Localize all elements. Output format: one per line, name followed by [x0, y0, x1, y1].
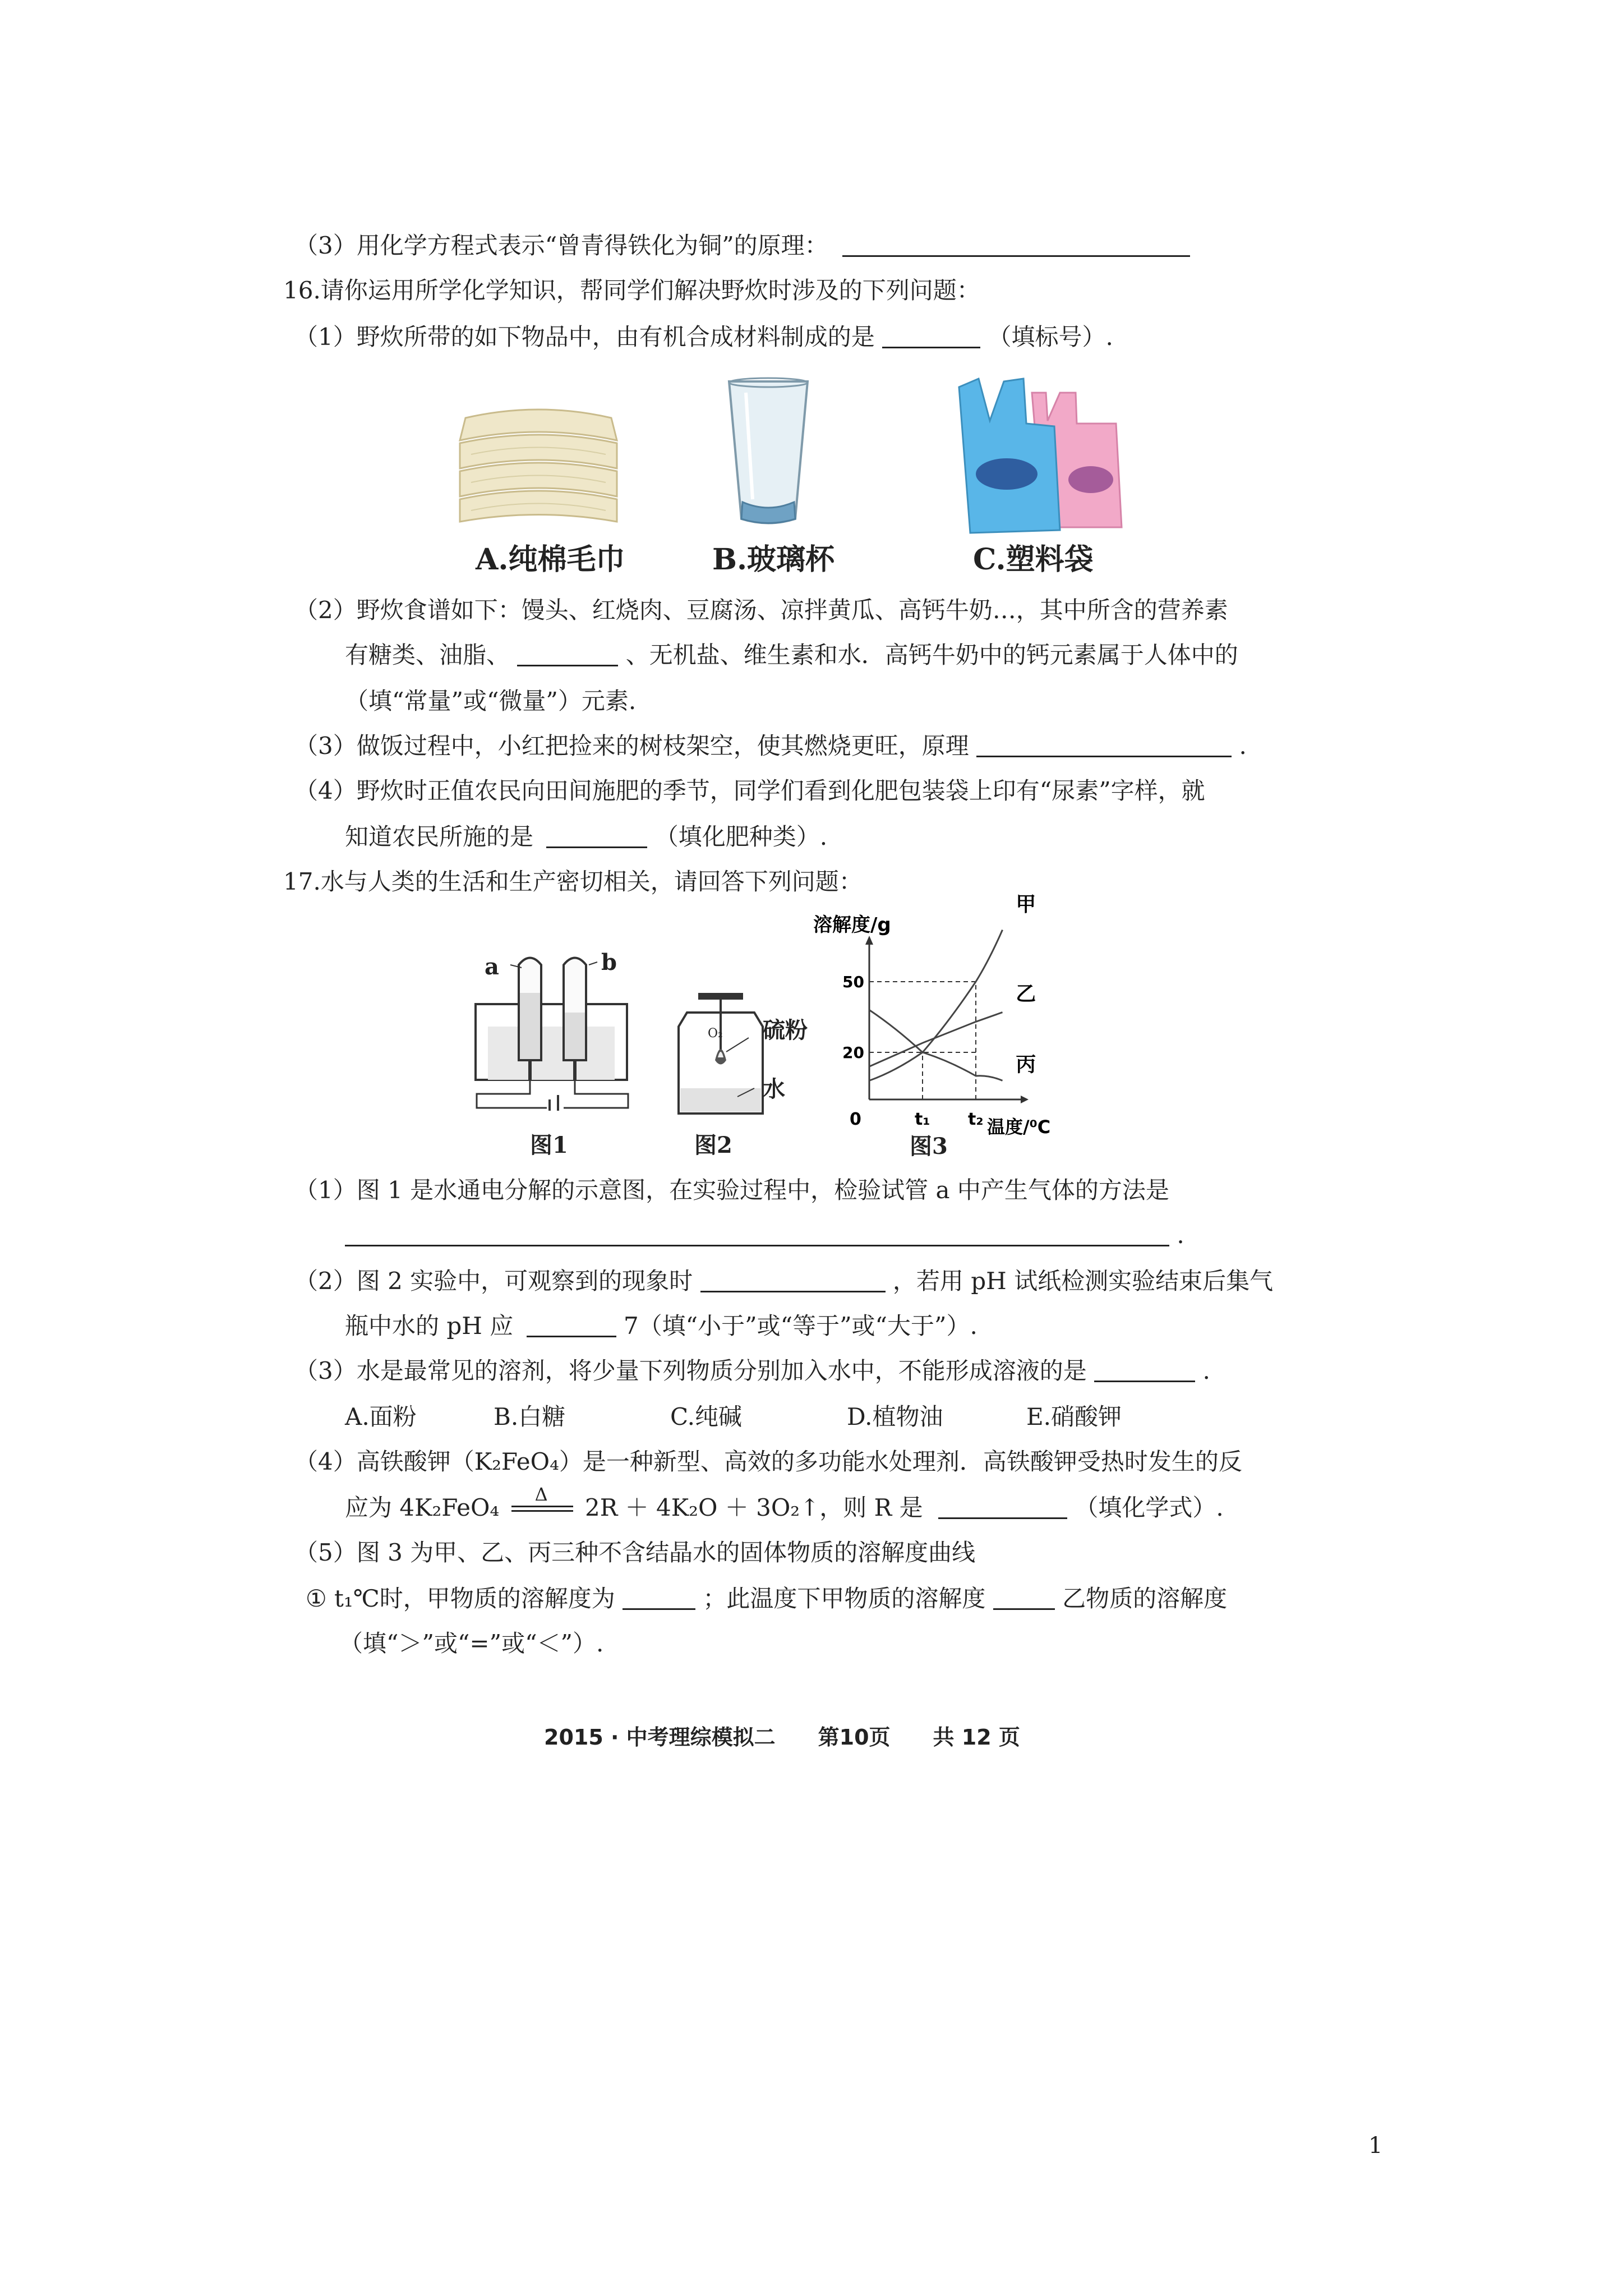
- q17-3-text: （3）水是最常见的溶剂，将少量下列物质分别加入水中，不能形成溶液的是: [294, 1357, 1087, 1384]
- q17-5-1-text: ① t₁℃时，甲物质的溶解度为: [306, 1585, 615, 1612]
- plastic-bag-image: [948, 370, 1127, 539]
- x-tick-label: 0: [850, 1110, 861, 1129]
- answer-blank[interactable]: [938, 1495, 1067, 1519]
- q15-3-text: （3）用化学方程式表示“曾青得铁化为铜”的原理：: [294, 232, 828, 259]
- figure-1-label-a: a: [485, 954, 499, 980]
- q16-2-line3: （填“常量”或“微量”）元素.: [345, 687, 637, 715]
- q16-1-text: （1）野炊所带的如下物品中，由有机合成材料制成的是: [294, 323, 875, 351]
- q16-4-line2: [345, 821, 827, 853]
- q15-3-line: [294, 230, 1190, 261]
- q16-4-tail: （填化肥种类）.: [654, 823, 828, 850]
- series-label-3: 丙: [1016, 1053, 1036, 1076]
- q16-title: 16.请你运用所学化学知识，帮同学们解决野炊时涉及的下列问题：: [283, 277, 980, 304]
- q16-1-tail: （填标号）.: [988, 323, 1113, 351]
- q17-1-tail: .: [1177, 1221, 1184, 1249]
- item-b-label: B.玻璃杯: [712, 542, 835, 577]
- q17-4-tail: （填化学式）.: [1075, 1494, 1224, 1521]
- y-axis-label: 溶解度/g: [813, 914, 891, 936]
- option-d: D.植物油: [847, 1403, 943, 1430]
- glass-cup-image: [723, 376, 813, 533]
- q16-3-text: （3）做饭过程中，小红把捡来的树枝架空，使其燃烧更旺，原理: [294, 732, 969, 760]
- x-axis-label: 温度/⁰C: [987, 1116, 1051, 1138]
- answer-blank[interactable]: [345, 1222, 1169, 1246]
- figure-2-label-o2: O₂: [708, 1027, 723, 1041]
- reaction-heating-sign: [511, 1484, 573, 1516]
- figure-2-label-water: 水: [763, 1076, 785, 1102]
- q17-3-line: [294, 1355, 1210, 1387]
- q17-2-ph-text: 瓶中水的 pH 应: [345, 1312, 514, 1340]
- q16-4-line: （4）野炊时正值农民向田间施肥的季节，同学们看到化肥包装袋上印有“尿素”字样，就: [294, 777, 1205, 804]
- answer-blank[interactable]: [842, 233, 1190, 257]
- answer-blank[interactable]: [882, 324, 980, 348]
- q17-2-text: （2）图 2 实验中，可观察到的现象时: [294, 1267, 693, 1295]
- figure-2-label-sulfur: 硫粉: [763, 1017, 808, 1043]
- q16-3-tail: .: [1239, 732, 1247, 760]
- q16-3-line: [294, 730, 1247, 762]
- x-tick-label: t₂: [968, 1110, 984, 1129]
- x-tick-label: t₁: [915, 1110, 930, 1129]
- y-tick-label: 50: [842, 973, 864, 991]
- q16-1-line: [294, 321, 1113, 353]
- figure-3-caption: 图3: [910, 1133, 948, 1159]
- q17-2-line: [294, 1266, 1273, 1297]
- q17-4-line: （4）高铁酸钾（K₂FeO₄）是一种新型、高效的多功能水处理剂．高铁酸钾受热时发生的反: [294, 1448, 1242, 1475]
- answer-blank[interactable]: [1094, 1358, 1195, 1382]
- q17-5-line: （5）图 3 为甲、乙、丙三种不含结晶水的固体物质的溶解度曲线: [294, 1539, 976, 1566]
- q16-2-text: 有糖类、油脂、: [345, 641, 510, 669]
- q17-3-tail: .: [1202, 1357, 1210, 1384]
- figure-3-solubility-chart: [813, 893, 1127, 1156]
- y-tick-label: 20: [842, 1043, 864, 1062]
- item-a-label: A.纯棉毛巾: [476, 542, 625, 577]
- series-line-2: [869, 1013, 1003, 1067]
- q16-2-tail: 、无机盐、维生素和水．高钙牛奶中的钙元素属于人体中的: [625, 641, 1238, 669]
- y-axis-arrow: [865, 936, 873, 945]
- q17-5-1-line2: （填“＞”或“=”或“＜”）.: [339, 1630, 604, 1657]
- q16-2-line: （2）野炊食谱如下：馒头、红烧肉、豆腐汤、凉拌黄瓜、高钙牛奶…，其中所含的营养素: [294, 596, 1228, 624]
- q17-1-line: （1）图 1 是水通电分解的示意图，在实验过程中，检验试管 a 中产生气体的方法是: [294, 1176, 1169, 1204]
- q17-1-line2: [345, 1220, 1184, 1251]
- figure-2-sulfur-burning: [670, 987, 766, 1116]
- q17-2-line2: [345, 1310, 978, 1342]
- q17-5-1-line: [306, 1583, 1227, 1614]
- option-b: B.白糖: [494, 1403, 566, 1430]
- x-axis-arrow: [1021, 1096, 1029, 1103]
- answer-blank[interactable]: [546, 824, 647, 848]
- item-c-label: C.塑料袋: [973, 542, 1094, 577]
- q17-4-line2: [345, 1484, 1224, 1524]
- answer-blank[interactable]: [993, 1586, 1055, 1610]
- option-a: A.面粉: [345, 1403, 417, 1430]
- figure-2-caption: 图2: [694, 1132, 732, 1158]
- answer-blank[interactable]: [976, 733, 1232, 757]
- q17-2-ph-tail: 7（填“小于”或“等于”或“大于”）.: [623, 1312, 978, 1340]
- series-label-2: 乙: [1016, 982, 1036, 1006]
- option-c: C.纯碱: [670, 1403, 742, 1430]
- delta-symbol: Δ: [534, 1484, 548, 1505]
- answer-blank[interactable]: [623, 1586, 695, 1610]
- series-label-1: 甲: [1016, 893, 1036, 916]
- answer-blank[interactable]: [527, 1313, 616, 1337]
- q17-4-products: 2R ＋ 4K₂O ＋ 3O₂↑，则 R 是: [584, 1494, 923, 1521]
- q17-4-reactant: 应为 4K₂FeO₄: [345, 1494, 500, 1521]
- q17-5-1-tail: 乙物质的溶解度: [1062, 1585, 1228, 1612]
- towel-image: [449, 387, 628, 533]
- page-footer: 2015 · 中考理综模拟二 第10页 共 12 页: [544, 1725, 1020, 1750]
- q16-4-text: 知道农民所施的是: [345, 823, 534, 850]
- q17-title: 17.水与人类的生活和生产密切相关，请回答下列问题：: [283, 868, 863, 895]
- answer-blank[interactable]: [517, 642, 618, 666]
- figure-1-label-b: b: [601, 949, 617, 976]
- series-line-3: [869, 1010, 1003, 1080]
- figure-1-caption: 图1: [530, 1132, 568, 1158]
- option-e: E.硝酸钾: [1026, 1403, 1122, 1430]
- answer-blank[interactable]: [700, 1268, 886, 1292]
- q17-2-tail: ，若用 pH 试纸检测实验结束后集气: [892, 1267, 1274, 1295]
- q16-2-line2: [345, 639, 1238, 671]
- page-number: 1: [1368, 2133, 1383, 2159]
- q17-5-1-mid: ；此温度下甲物质的溶解度: [703, 1585, 986, 1612]
